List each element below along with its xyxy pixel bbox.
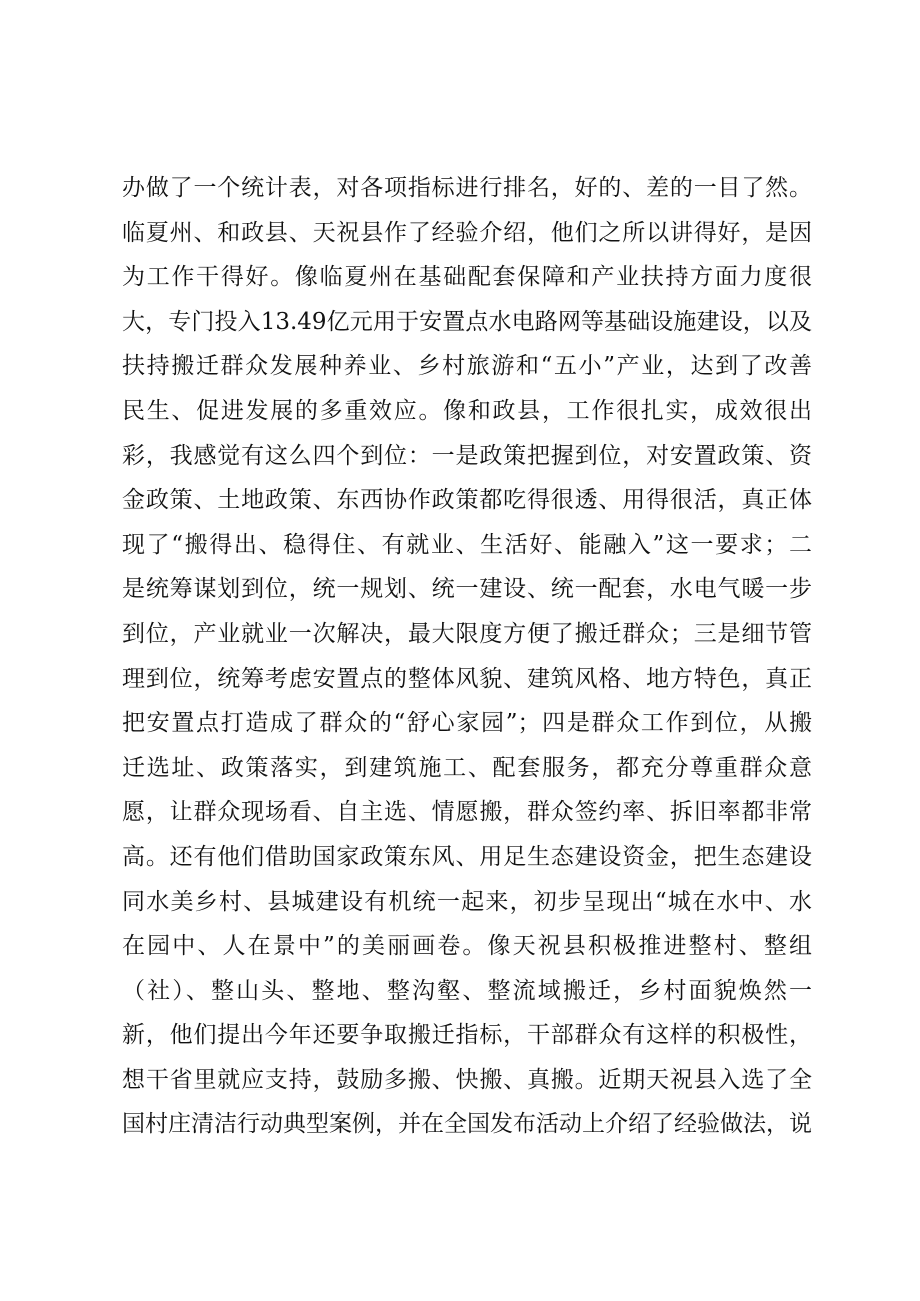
text-line: 在园中、人在景中”的美丽画卷。像天祝县积极推进整村、整组 [122, 933, 812, 960]
text-line: 是统筹谋划到位，统一规划、统一建设、统一配套，水电气暖一步 [122, 576, 812, 603]
text-line: 愿，让群众现场看、自主选、情愿搬，群众签约率、拆旧率都非常 [122, 799, 812, 826]
body-text [122, 166, 812, 1147]
text-line: 新，他们提出今年还要争取搬迁指标，干部群众有这样的积极性， [122, 1022, 812, 1049]
text-line: 同水美乡村、县城建设有机统一起来，初步呈现出“城在水中、水 [122, 888, 812, 915]
text-line: 想干省里就应支持，鼓励多搬、快搬、真搬。近期天祝县入选了全 [122, 1066, 812, 1093]
text-line: 为工作干得好。像临夏州在基础配套保障和产业扶持方面力度很 [122, 264, 812, 291]
text-line: 现了“搬得出、稳得住、有就业、生活好、能融入”这一要求；二 [122, 531, 812, 558]
text-line: 金政策、土地政策、东西协作政策都吃得很透、用得很活，真正体 [122, 487, 812, 514]
text-line: 到位，产业就业一次解决，最大限度方便了搬迁群众；三是细节管 [122, 620, 812, 647]
text-line: 民生、促进发展的多重效应。像和政县，工作很扎实，成效很出 [122, 397, 812, 424]
text-line: 办做了一个统计表，对各项指标进行排名，好的、差的一目了然。 [122, 175, 812, 201]
text-line: 理到位，统筹考虑安置点的整体风貌、建筑风格、地方特色，真正 [122, 665, 812, 692]
text-line: （社）、整山头、整地、整沟壑、整流域搬迁，乡村面貌焕然一 [122, 977, 812, 1004]
text-line: 扶持搬迁群众发展种养业、乡村旅游和“五小”产业，达到了改善 [122, 353, 812, 380]
text-line: 把安置点打造成了群众的“舒心家园”；四是群众工作到位，从搬 [122, 710, 812, 737]
text-line: 高。还有他们借助国家政策东风、用足生态建设资金，把生态建设 [122, 843, 812, 870]
text-line: 迁选址、政策落实，到建筑施工、配套服务，都充分尊重群众意 [122, 754, 812, 781]
text-line: 临夏州、和政县、天祝县作了经验介绍，他们之所以讲得好，是因 [122, 219, 812, 246]
text-line: 彩，我感觉有这么四个到位：一是政策把握到位，对安置政策、资 [122, 442, 812, 469]
text-line: 大，专门投入13.49亿元用于安置点水电路网等基础设施建设，以及 [122, 308, 812, 335]
text-line: 国村庄清洁行动典型案例，并在全国发布活动上介绍了经验做法，说 [122, 1111, 812, 1138]
